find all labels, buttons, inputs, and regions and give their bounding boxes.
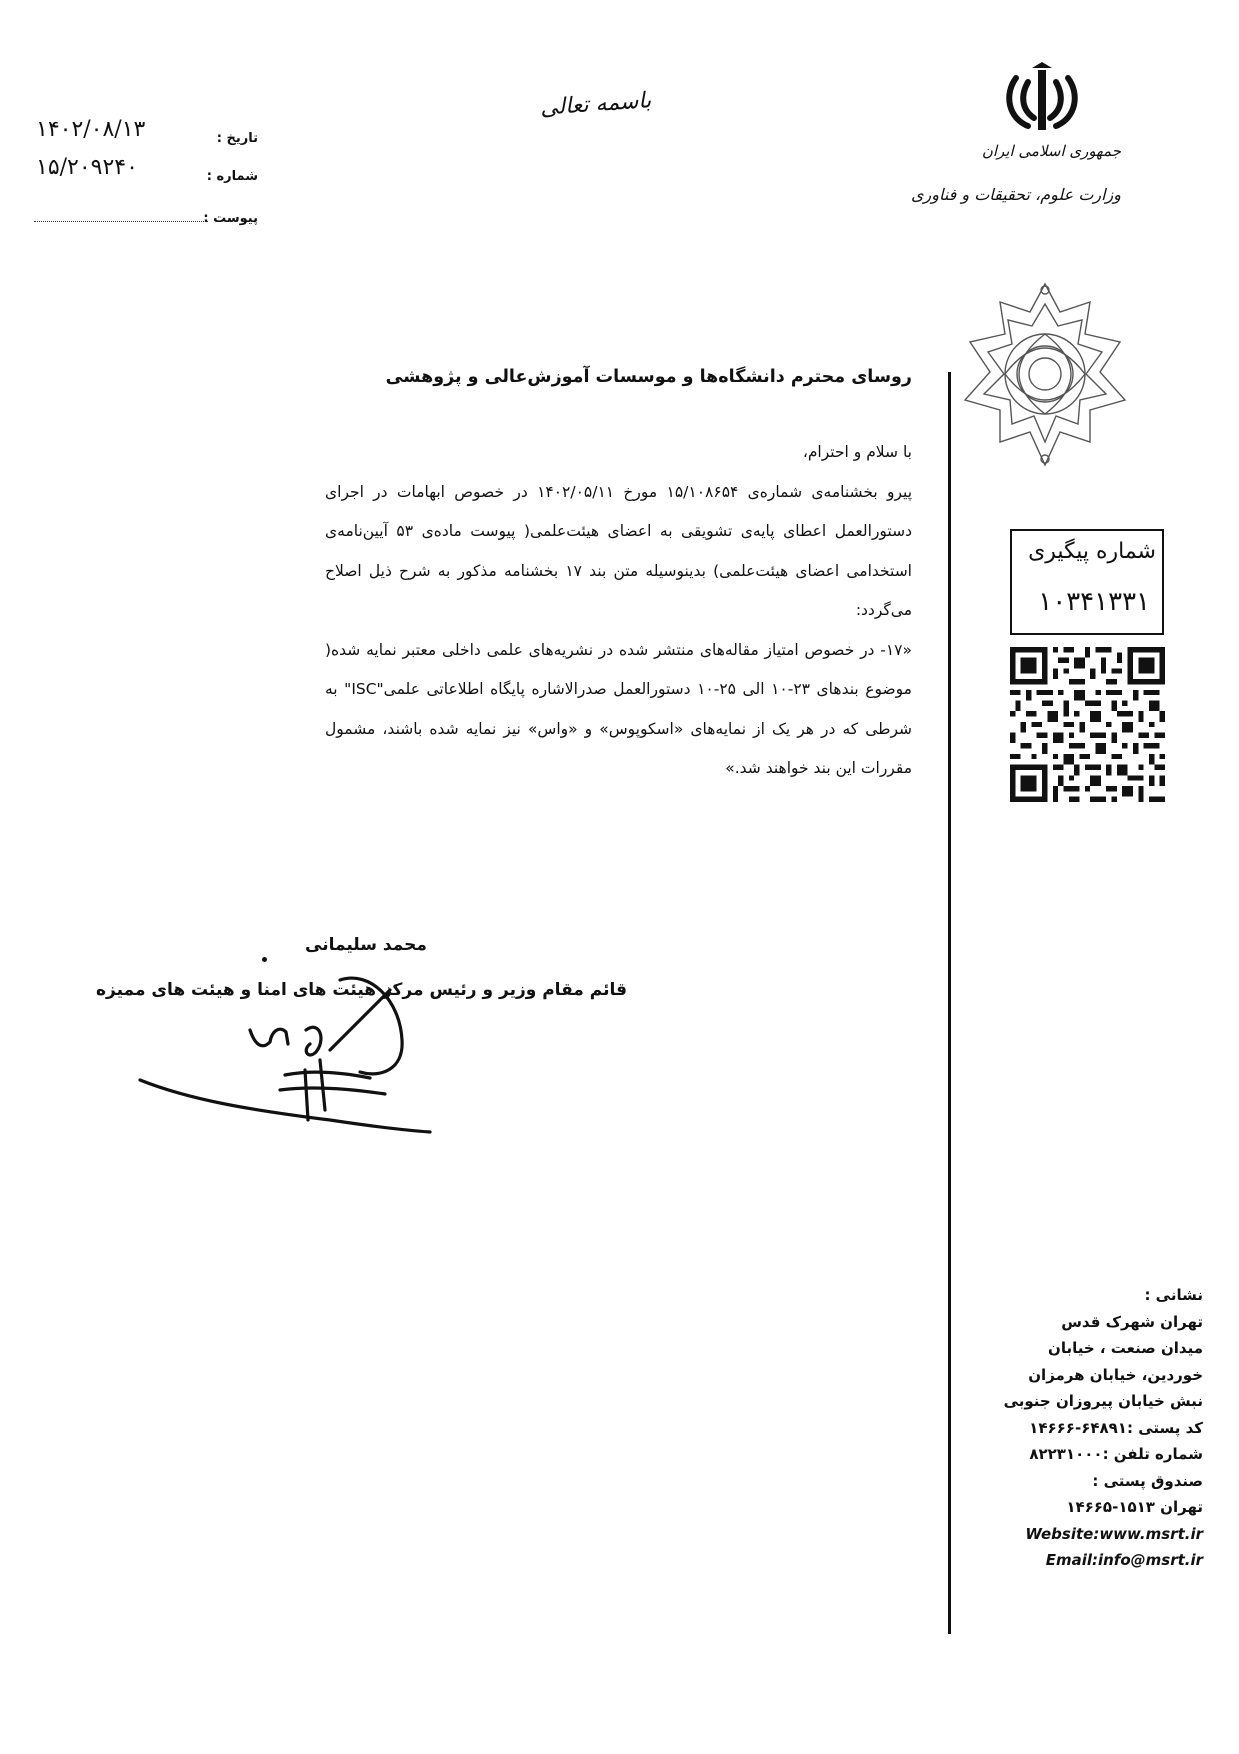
qr-code-icon bbox=[1010, 647, 1165, 802]
iran-emblem-icon bbox=[1002, 60, 1082, 140]
addressee: روسای محترم دانشگاه‌ها و موسسات آموزش‌عالی و پژوهشی bbox=[385, 367, 912, 387]
date-value: ۱۴۰۲/۰۸/۱۳ bbox=[36, 117, 146, 142]
signer-name: محمد سلیمانی bbox=[305, 935, 427, 955]
email-link[interactable]: Email:info@msrt.ir bbox=[1045, 1551, 1203, 1569]
date-field bbox=[28, 114, 258, 148]
letter-body bbox=[325, 433, 912, 789]
number-field bbox=[28, 152, 258, 186]
address-block bbox=[985, 1282, 1203, 1574]
address-line-4: نبش خیابان پیروزان جنوبی bbox=[1003, 1392, 1203, 1410]
address-line-1: تهران شهرک قدس bbox=[1061, 1312, 1203, 1331]
po-box: تهران ۱۵۱۳-۱۴۶۶۵ bbox=[1066, 1498, 1203, 1516]
gov-line-ministry: وزارت علوم، تحقیقات و فناوری bbox=[911, 185, 1121, 204]
address-heading: نشانی : bbox=[1144, 1286, 1203, 1304]
postal-code: کد پستی :۶۴۸۹۱-۱۴۶۶۶ bbox=[1029, 1418, 1203, 1437]
address-line-3: خوردین، خیابان هرمزان bbox=[1028, 1365, 1203, 1384]
tracking-label: شماره پیگیری bbox=[1028, 539, 1156, 564]
signer-title: قائم مقام وزیر و رئیس مرکز هیئت های امنا و هیئت های ممیزه bbox=[96, 980, 627, 1000]
ornament-icon bbox=[960, 282, 1130, 467]
po-box-label: صندوق پستی : bbox=[1092, 1471, 1203, 1490]
number-label: شماره : bbox=[206, 169, 258, 184]
attachment-field bbox=[28, 194, 258, 228]
date-label: تاریخ : bbox=[216, 131, 258, 146]
address-line-2: میدان صنعت ، خیابان bbox=[1048, 1339, 1203, 1357]
website-link[interactable]: Website:www.msrt.ir bbox=[1025, 1524, 1203, 1543]
greeting: با سلام و احترام، bbox=[802, 443, 912, 461]
tracking-box bbox=[1010, 529, 1164, 635]
margin-rule bbox=[948, 372, 951, 1634]
phone-number: شماره تلفن :۸۲۲۳۱۰۰۰ bbox=[1029, 1445, 1203, 1463]
basmala: باسمه تعالی bbox=[539, 88, 652, 121]
tracking-number: ۱۰۳۴۱۳۳۱ bbox=[1038, 587, 1150, 617]
number-value: ۱۵/۲۰۹۲۴۰ bbox=[36, 155, 138, 180]
handwritten-signature bbox=[130, 960, 450, 1150]
gov-line-country: جمهوری اسلامی ایران bbox=[981, 142, 1121, 160]
body-paragraph-2: «۱۷- در خصوص امتیاز مقاله‌های منتشر شده در نشریه‌های علمی داخلی معتبر نمایه شده( موضوع بندهای ۲۳-۱۰ الی ۲۵-۱۰ دستورالعمل صدرالاشاره پایگاه اطلاعاتی علمی"ISC" به شرطی که در هر یک از نمایه‌های «اسکوپوس» و «واس» نیز نمایه شده باشند، مشمول مقررات این بند خواهند شد.» bbox=[325, 640, 912, 777]
attachment-label: پیوست : bbox=[203, 211, 258, 226]
body-paragraph-1: پیرو بخشنامه‌ی شماره‌ی ۱۵/۱۰۸۶۵۴ مورخ ۱۴۰۲/۰۵/۱۱ در خصوص ابهامات در اجرای دستورالعمل اعطای پایه‌ی تشویقی به اعضای هیئت‌علمی( پیوست ماده‌ی ۵۳ آیین‌نامه‌ی استخدامی اعضای هیئت‌علمی) بدینوسیله متن بند ۱۷ بخشنامه مذکور به شرح ذیل اصلاح می‌گردد: bbox=[325, 482, 913, 619]
attachment-dotted-line bbox=[34, 221, 208, 222]
